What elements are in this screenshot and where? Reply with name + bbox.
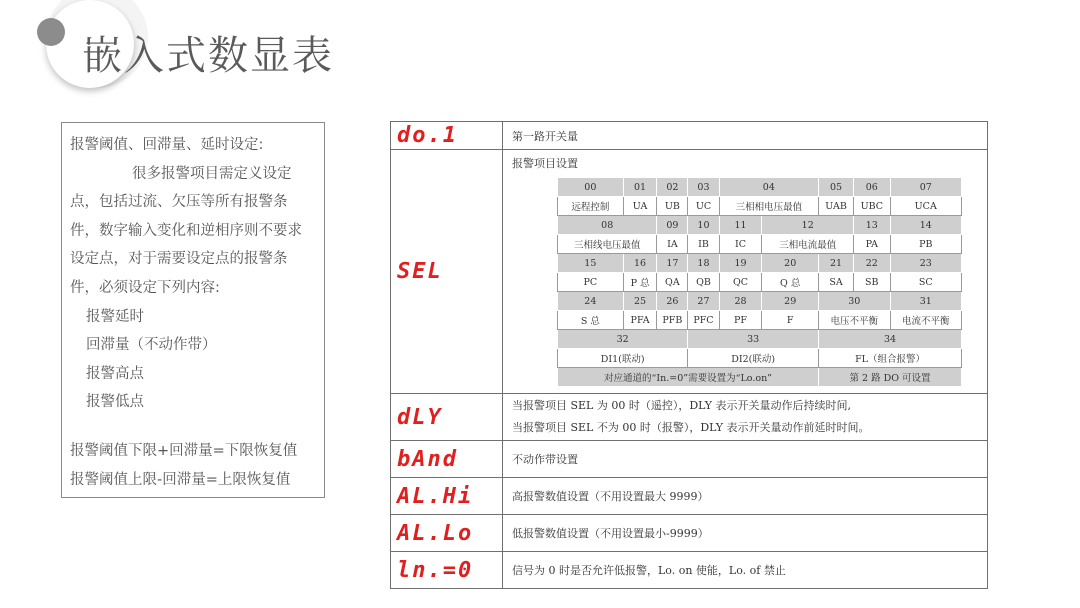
param-desc-cell	[503, 394, 988, 441]
alarm-cell: 29	[762, 292, 819, 311]
note-item: 报警延时	[86, 308, 144, 325]
alarm-cell: 33	[688, 330, 819, 349]
param-code: bAnd	[391, 441, 503, 478]
alarm-cell: F	[762, 311, 819, 330]
param-code: SEL	[391, 150, 503, 394]
param-desc-line: 当报警项目 SEL 为 00 时（遥控），DLY 表示开关量动作后持续时间,	[512, 399, 852, 412]
alarm-note-box	[61, 122, 325, 498]
alarm-cell: IA	[657, 235, 688, 254]
alarm-table-row	[558, 197, 962, 216]
alarm-cell: 05	[819, 178, 854, 197]
alarm-cell: QC	[719, 273, 762, 292]
param-desc: 不动作带设置	[503, 441, 988, 478]
alarm-item-table	[557, 177, 962, 387]
param-row-dly	[391, 394, 988, 441]
param-code: ln.=0	[391, 552, 503, 589]
alarm-cell: 电流不平衡	[890, 311, 962, 330]
param-desc: 信号为 0 时是否允许低报警，Lo. on 使能，Lo. of 禁止	[503, 552, 988, 589]
alarm-cell: 三相电流最值	[762, 235, 854, 254]
alarm-cell: 25	[623, 292, 657, 311]
alarm-table-row	[558, 254, 962, 273]
alarm-cell: P 总	[623, 273, 657, 292]
alarm-cell: UB	[657, 197, 688, 216]
alarm-cell: SC	[890, 273, 962, 292]
note-formula-low: 报警阈值下限+回滞量=下限恢复值	[70, 442, 298, 459]
note-item: 回滞量（不动作带）	[86, 337, 217, 354]
param-code: AL.Hi	[391, 478, 503, 515]
alarm-cell: UAB	[819, 197, 854, 216]
alarm-cell: 02	[657, 178, 688, 197]
alarm-table-row	[558, 292, 962, 311]
alarm-cell: 27	[688, 292, 719, 311]
alarm-cell: 31	[890, 292, 962, 311]
alarm-cell: 11	[719, 216, 762, 235]
param-desc: 第一路开关量	[503, 122, 988, 150]
param-desc: 报警项目设置	[512, 157, 578, 170]
alarm-table-row	[558, 349, 962, 368]
alarm-cell: UC	[688, 197, 719, 216]
alarm-cell: FL（组合报警）	[819, 349, 962, 368]
param-code: dLY	[391, 394, 503, 441]
param-code: AL.Lo	[391, 515, 503, 552]
alarm-cell: PFB	[657, 311, 688, 330]
alarm-cell: 10	[688, 216, 719, 235]
param-desc: 高报警数值设置（不用设置最大 9999）	[503, 478, 988, 515]
alarm-table-row	[558, 216, 962, 235]
alarm-cell: PF	[719, 311, 762, 330]
alarm-cell: UA	[623, 197, 657, 216]
alarm-cell: PC	[558, 273, 624, 292]
alarm-cell: 34	[819, 330, 962, 349]
alarm-cell: DI1(联动)	[558, 349, 688, 368]
alarm-cell: 01	[623, 178, 657, 197]
alarm-cell: PFC	[688, 311, 719, 330]
alarm-cell: 三相相电压最值	[719, 197, 818, 216]
param-row-do1	[391, 122, 988, 150]
param-row-band	[391, 441, 988, 478]
alarm-table-row	[558, 311, 962, 330]
alarm-cell: 19	[719, 254, 762, 273]
param-desc-line: 当报警项目 SEL 不为 00 时（报警），DLY 表示开关量动作前延时时间。	[512, 421, 870, 434]
alarm-cell: 22	[854, 254, 890, 273]
alarm-cell: 20	[762, 254, 819, 273]
param-row-alhi	[391, 478, 988, 515]
alarm-cell: QA	[657, 273, 688, 292]
param-row-allo	[391, 515, 988, 552]
alarm-cell: 28	[719, 292, 762, 311]
note-formula-high: 报警阈值上限-回滞量=上限恢复值	[70, 471, 291, 488]
alarm-cell: S 总	[558, 311, 624, 330]
alarm-cell: PA	[854, 235, 890, 254]
param-row-ln0	[391, 552, 988, 589]
alarm-cell: IB	[688, 235, 719, 254]
alarm-cell: 03	[688, 178, 719, 197]
title-decoration-dot	[37, 18, 65, 46]
alarm-cell: 远程控制	[558, 197, 624, 216]
alarm-cell: 13	[854, 216, 890, 235]
alarm-cell: 电压不平衡	[819, 311, 890, 330]
alarm-cell: 24	[558, 292, 624, 311]
alarm-cell: 30	[819, 292, 890, 311]
note-paragraph: 很多报警项目需定义设定点，包括过流、欠压等所有报警条件，数字输入变化和逆相序则不要求设定点，对于需要设定点的报警条件，必须设定下列内容:	[70, 165, 302, 296]
alarm-cell: 12	[762, 216, 854, 235]
alarm-table-row	[558, 368, 962, 387]
param-desc: 低报警数值设置（不用设置最小-9999）	[503, 515, 988, 552]
alarm-table-row	[558, 273, 962, 292]
alarm-cell: 18	[688, 254, 719, 273]
alarm-cell: 09	[657, 216, 688, 235]
page-title: 嵌入式数显表	[82, 33, 334, 79]
param-row-sel	[391, 150, 988, 394]
alarm-cell: 17	[657, 254, 688, 273]
note-heading: 报警阈值、回滞量、延时设定:	[70, 137, 264, 153]
alarm-cell: 04	[719, 178, 818, 197]
alarm-cell: DI2(联动)	[688, 349, 819, 368]
alarm-table-row	[558, 235, 962, 254]
param-code: do.1	[391, 122, 503, 150]
parameter-table	[390, 121, 988, 589]
alarm-cell: 对应通道的“In.=0”需要设置为“Lo.on”	[558, 368, 819, 387]
alarm-cell: 23	[890, 254, 962, 273]
alarm-cell: UCA	[890, 197, 962, 216]
note-gap	[70, 417, 316, 437]
alarm-cell: 08	[558, 216, 657, 235]
alarm-cell: 32	[558, 330, 688, 349]
alarm-cell: 14	[890, 216, 962, 235]
alarm-cell: 21	[819, 254, 854, 273]
alarm-cell: 06	[854, 178, 890, 197]
alarm-cell: IC	[719, 235, 762, 254]
note-item: 报警高点	[86, 365, 144, 382]
alarm-cell: Q 总	[762, 273, 819, 292]
alarm-cell: SA	[819, 273, 854, 292]
alarm-cell: QB	[688, 273, 719, 292]
alarm-table-row	[558, 178, 962, 197]
note-item: 报警低点	[86, 394, 144, 411]
alarm-cell: UBC	[854, 197, 890, 216]
alarm-cell: 16	[623, 254, 657, 273]
alarm-cell: PFA	[623, 311, 657, 330]
alarm-cell: 07	[890, 178, 962, 197]
alarm-cell: PB	[890, 235, 962, 254]
alarm-cell: 15	[558, 254, 624, 273]
alarm-cell: 26	[657, 292, 688, 311]
alarm-table-row	[558, 330, 962, 349]
alarm-cell: 00	[558, 178, 624, 197]
alarm-cell: 第 2 路 DO 可设置	[819, 368, 962, 387]
alarm-cell: 三相线电压最值	[558, 235, 657, 254]
param-desc-cell	[503, 150, 988, 394]
alarm-cell: SB	[854, 273, 890, 292]
